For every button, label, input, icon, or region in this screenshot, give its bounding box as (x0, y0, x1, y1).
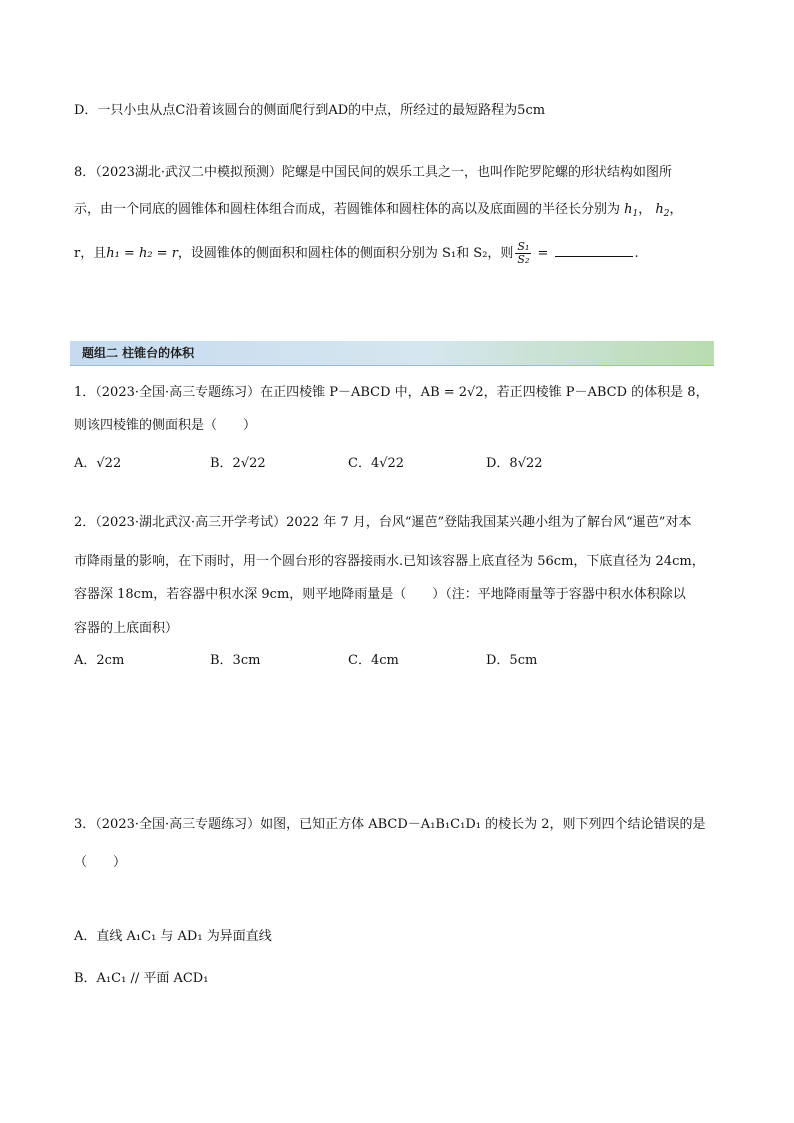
s2q1-line-2: 则该四棱锥的侧面积是（ ） (74, 418, 257, 433)
s2q2-option-b: B．3cm (210, 653, 261, 668)
q8-line-1: 8．（2023湖北·武汉二中模拟预测）陀螺是中国民间的娱乐工具之一，也叫作陀罗陀螺的形状结构如图所 (74, 165, 672, 180)
q8-fraction: $\frac{\text{S₁}}{\text{S₂}}$ (517, 240, 530, 266)
q8-h2: $h_2$ (655, 202, 670, 219)
s2q2-option-c: C．4cm (348, 653, 399, 668)
s2q2-line-3: 容器深 18cm，若容器中积水深 9cm，则平地降雨量是（ ）（注：平地降雨量等于容器中积水体积除以 (74, 587, 686, 602)
q8-h1: $h_1$ (624, 202, 639, 219)
s2q1-option-d: D．8√22 (486, 456, 543, 471)
s2q1-option-c: C．4√22 (348, 456, 405, 471)
s2q2-line-4: 容器的上底面积） (74, 621, 179, 636)
q8-line-2: 示，由一个同底的圆锥体和圆柱体组合而成，若圆锥体和圆柱体的高以及底面圆的半径长分别为 $h_1$， $h_2$， (74, 202, 683, 219)
s2q2-line-2: 市降雨量的影响，在下雨时，用一个圆台形的容器接雨水.已知该容器上底直径为 56cm，下底直径为 24cm， (74, 554, 705, 569)
q7-option-d: D．一只小虫从点C沿着该圆台的侧面爬行到AD的中点，所经过的最短路程为5cm (74, 103, 546, 118)
s2q3-option-b: B．A₁C₁ // 平面 ACD₁ (74, 971, 209, 986)
s2q2-option-d: D．5cm (486, 653, 538, 668)
q8-line-2-text: 示，由一个同底的圆锥体和圆柱体组合而成，若圆锥体和圆柱体的高以及底面圆的半径长分别为 (74, 202, 621, 217)
s2q3-option-a: A．直线 A₁C₁ 与 AD₁ 为异面直线 (74, 929, 272, 944)
q8-equation: h₁ = h₂ = r (106, 246, 178, 261)
s2q2-line-1: 2．（2023·湖北武汉·高三开学考试）2022 年 7 月，台风“暹芭”登陆我国某兴趣小组为了解台风“暹芭”对本 (74, 515, 692, 530)
s2q1-option-a: A．√22 (74, 456, 122, 471)
q8-answer-blank (555, 244, 633, 257)
section-title: 题组二 柱锥台的体积 (82, 346, 195, 360)
s2q2-option-a: A．2cm (74, 653, 125, 668)
q8-line-3-pre: r，且 (74, 246, 107, 261)
s2q3-line-1: 3．（2023·全国·高三专题练习）如图，已知正方体 ABCD－A₁B₁C₁D₁ 的棱长为 2，则下列四个结论错误的是 (74, 817, 706, 832)
section-header (70, 341, 714, 366)
q8-line-3-mid: ，设圆锥体的侧面积和圆柱体的侧面积分别为 S₁和 S₂，则 (177, 246, 514, 261)
s2q3-line-2: （ ） (74, 855, 127, 870)
s2q1-option-b: B．2√22 (210, 456, 266, 471)
q8-line-3: r，且h₁ = h₂ = r，设圆锥体的侧面积和圆柱体的侧面积分别为 S₁和 S₂，则 $\frac{\text{S₁}}{\text{S₂}}$ = . (74, 240, 639, 266)
s2q1-line-1: 1．（2023·全国·高三专题练习）在正四棱锥 P－ABCD 中，AB = 2√2，若正四棱锥 P－ABCD 的体积是 8， (74, 385, 709, 400)
